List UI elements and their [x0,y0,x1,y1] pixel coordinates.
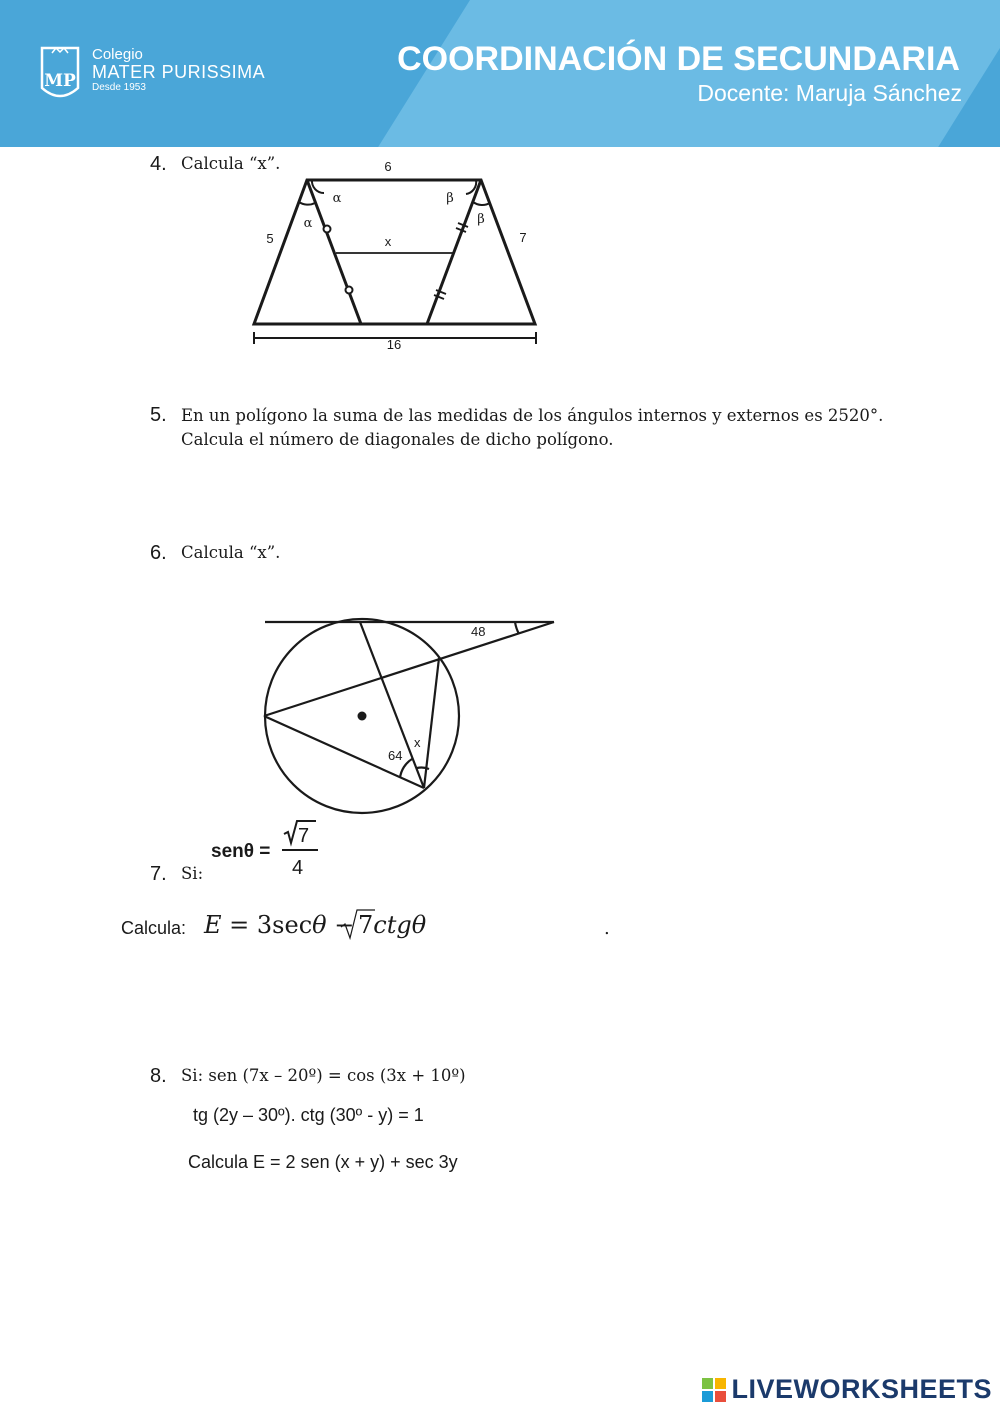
e-expression: E = 3secθ − 7ctgθ [204,911,427,939]
liveworksheets-footer [701,1374,992,1405]
liveworksheets-brand: LIVEWORKSHEETS [731,1374,992,1404]
q7-calcula: Calcula: [121,918,187,938]
q4-label-left: 5 [266,231,274,246]
q4-beta-top: β [446,191,454,206]
q4-text: Calcula “x”. [181,154,281,173]
q6-angle-48: 48 [471,624,486,639]
logo-line3: Desde 1953 [92,82,146,93]
q4-label-x: x [384,234,392,249]
q4-label-bottom: 16 [386,337,402,352]
q7-si: Si: [181,864,204,883]
sen-denominator: 4 [292,857,304,879]
logo-line1: Colegio [92,46,143,63]
header-subtitle: Docente: Maruja Sánchez [697,80,962,106]
q7-number: 7. [150,863,167,885]
q6-text: Calcula “x”. [181,543,281,562]
q5-number: 5. [150,404,167,426]
q4-number: 4. [150,153,167,175]
q6-number: 6. [150,542,167,564]
q4-beta-side: β [477,212,485,227]
logo-mark: MP [44,71,76,91]
header-title: COORDINACIÓN DE SECUNDARIA [397,40,960,78]
q4-label-right: 7 [519,230,527,245]
q4-alpha-side: α [303,216,313,231]
q6-angle-64: 64 [388,748,403,763]
logo-line2: MATER PURISSIMA [92,62,266,82]
q6-angle-x: x [414,735,421,750]
q8-line2: tg (2y – 30º). ctg (30º - y) = 1 [193,1105,424,1125]
q8-line1: Si: sen (7x – 20º) = cos (3x + 10º) [181,1066,466,1085]
sen-numerator: 7 [298,825,310,847]
q8-line3: Calcula E = 2 sen (x + y) + sec 3y [188,1152,458,1172]
q4-label-top: 6 [384,159,392,174]
liveworksheets-logo-icon [701,1377,727,1403]
q5-line2: Calcula el número de diagonales de dicho polígono. [181,430,614,449]
q4-alpha-top: α [332,191,342,206]
q8-number: 8. [150,1065,167,1087]
q5-line1: En un polígono la suma de las medidas de los ángulos internos y externos es 2520°. [181,406,884,425]
q7-dot: . [604,918,610,939]
sen-label: senθ = [211,841,271,862]
